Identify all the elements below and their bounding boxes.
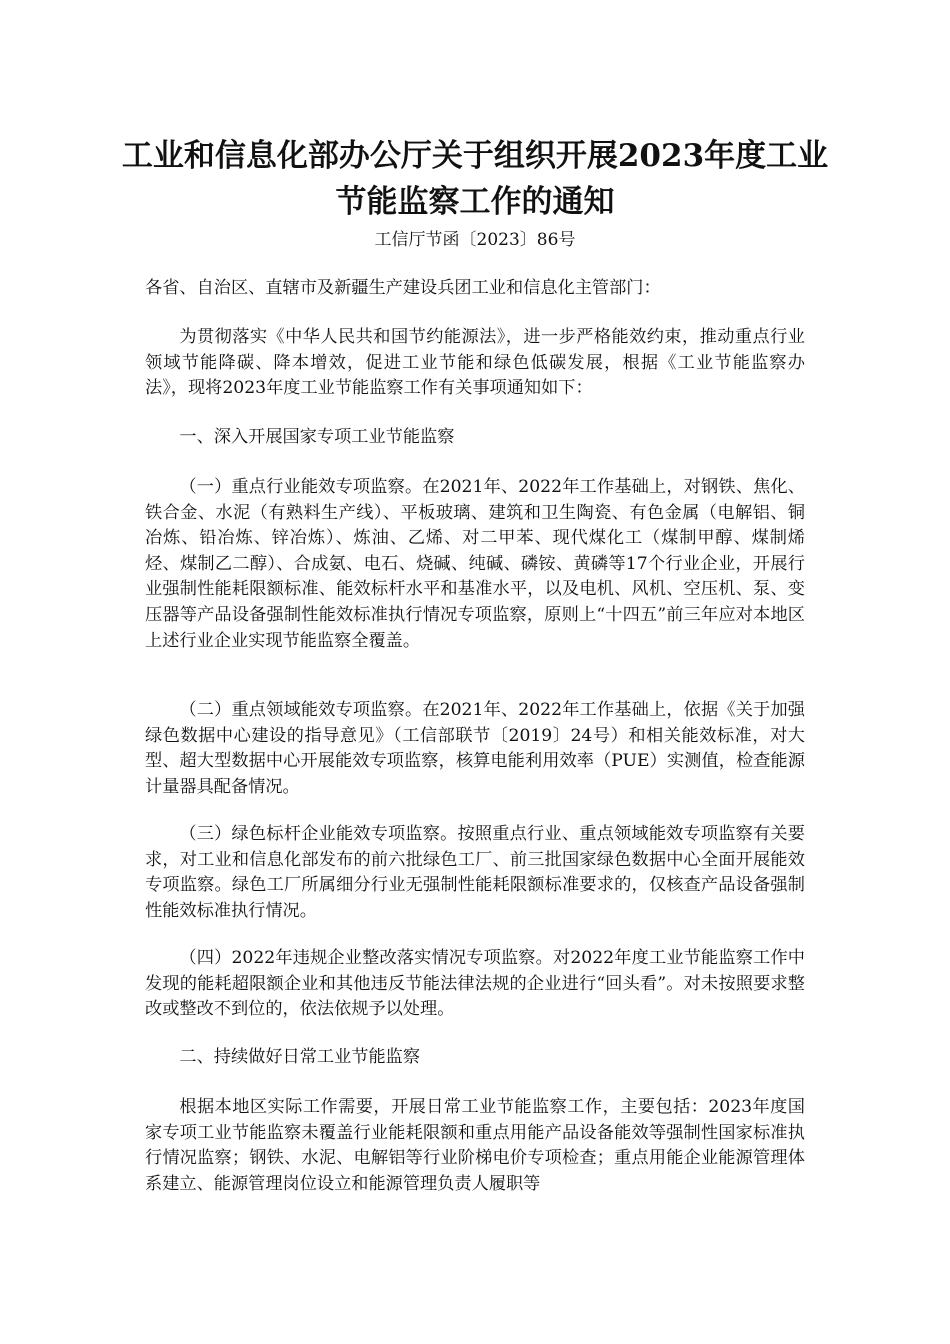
paragraph-item-1: （一）重点行业能效专项监察。在2021年、2022年工作基础上，对钢铁、焦化、铁合金、水泥（有熟料生产线）、平板玻璃、建筑和卫生陶瓷、有色金属（电解铝、铜冶炼、铅冶炼、锌冶炼）、炼油、乙烯、对二甲苯、现代煤化工（煤制甲醇、煤制烯烃、煤制乙二醇）、合成氨、电石、烧碱、纯碱、磷铵、黄磷等17个行业企业，开展行业强制性能耗限额标准、能效标杆水平和基准水平，以及电机、风机、空压机、泵、变压器等产品设备强制性能效标准执行情况专项监察，原则上“十四五”前三年应对本地区上述行业企业实现节能监察全覆盖。 bbox=[145, 477, 805, 651]
paragraph-item-4: （四）2022年违规企业整改落实情况专项监察。对2022年度工业节能监察工作中发现的能耗超限额企业和其他违反节能法律法规的企业进行“回头看”。对未按照要求整改或整改不到位的，依法依规予以处理。 bbox=[145, 948, 805, 1020]
section-heading-2: 二、持续做好日常工业节能监察 bbox=[179, 1047, 421, 1067]
paragraph-item-2: （二）重点领域能效专项监察。在2021年、2022年工作基础上，依据《关于加强绿色数据中心建设的指导意见》（工信部联节〔2019〕24号）和相关能效标准，对大型、超大型数据中心开展能效专项监察，核算电能利用效率（PUE）实测值，检查能源计量器具配备情况。 bbox=[145, 700, 805, 797]
document-title-line-1: 工业和信息化部办公厅关于组织开展2023年度工业 bbox=[121, 138, 829, 174]
document-title-line-2: 节能监察工作的通知 bbox=[335, 184, 615, 220]
paragraph-daily-supervision: 根据本地区实际工作需要，开展日常工业节能监察工作，主要包括：2023年度国家专项工业节能监察未覆盖行业能耗限额和重点用能产品设备能效等强制性国家标准执行情况监察；钢铁、水泥、电解铝等行业阶梯电价专项检查；重点用能企业能源管理体系建立、能源管理岗位设立和能源管理负责人履职等 bbox=[145, 1097, 805, 1194]
section-heading-1: 一、深入开展国家专项工业节能监察 bbox=[179, 427, 455, 447]
paragraph-item-3: （三）绿色标杆企业能效专项监察。按照重点行业、重点领域能效专项监察有关要求，对工业和信息化部发布的前六批绿色工厂、前三批国家绿色数据中心全面开展能效专项监察。绿色工厂所属细分行业无强制性能耗限额标准要求的，仅核查产品设备强制性能效标准执行情况。 bbox=[145, 824, 805, 921]
intro-paragraph: 为贯彻落实《中华人民共和国节约能源法》，进一步严格能效约束，推动重点行业领域节能降碳、降本增效，促进工业节能和绿色低碳发展，根据《工业节能监察办法》，现将2023年度工业节能监察工作有关事项通知如下： bbox=[145, 327, 805, 399]
document-number: 工信厅节函〔2023〕86号 bbox=[374, 230, 576, 250]
salutation: 各省、自治区、直辖市及新疆生产建设兵团工业和信息化主管部门： bbox=[145, 278, 661, 298]
